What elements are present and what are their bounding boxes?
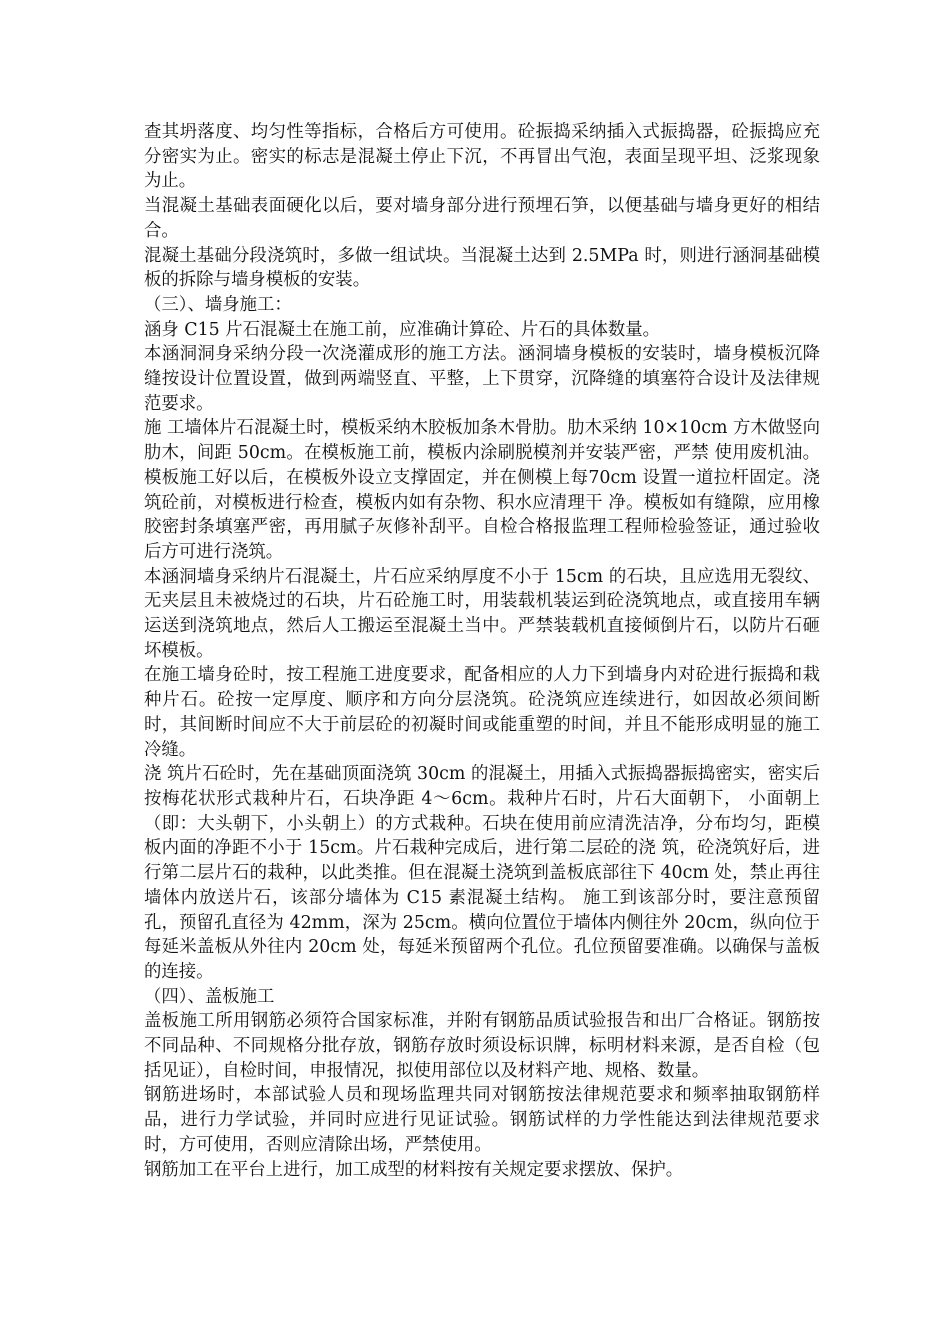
- paragraph-rebar-processing: 钢筋加工在平台上进行，加工成型的材料按有关规定要求摆放、保护。: [144, 1159, 684, 1180]
- paragraph-wall-formwork: 本涵洞洞身采纳分段一次浇灌成形的施工方法。涵洞墙身模板的安装时，墙身模板沉降缝按设计位置设置，做到两端竖直、平整，上下贯穿，沉降缝的填塞符合设计及法律规范要求。: [144, 344, 820, 414]
- paragraph-rebar-standards: 盖板施工所用钢筋必须符合国家标准，并附有钢筋品质试验报告和出厂合格证。钢筋按不同品种、不同规格分批存放，钢筋存放时须设标识牌，标明材料来源，是否自检（包括见证），自检时间，申报情况，拟使用部位以及材料产地、规格、数量。: [144, 1011, 820, 1081]
- paragraph-rebar-testing: 钢筋进场时，本部试验人员和现场监理共同对钢筋按法律规范要求和频率抽取钢筋样品，进行力学试验，并同时应进行见证试验。钢筋试样的力学性能达到法律规范要求时，方可使用，否则应清除出场，严禁使用。: [144, 1085, 820, 1155]
- paragraph-foundation-hardening: 当混凝土基础表面硬化以后，要对墙身部分进行预埋石笋，以便基础与墙身更好的相结合。: [144, 196, 820, 241]
- document-body: [144, 120, 820, 1182]
- paragraph-rubble-concrete: 本涵洞墙身采纳片石混凝土，片石应采纳厚度不小于 15cm 的石块，且应选用无裂纹、无夹层且未被烧过的石块，片石砼施工时，用装载机装运到砼浇筑地点，或直接用车辆运送到浇筑地点，然后人工搬运至混凝土当中。严禁装载机直接倾倒片石，以防片石砸坏模板。: [144, 566, 820, 661]
- section-heading-wall-construction: （三）、墙身施工：: [144, 294, 292, 315]
- paragraph-rubble-placement: 浇 筑片石砼时，先在基础顶面浇筑 30cm 的混凝土，用插入式振捣器振捣密实，密实后按梅花状形式栽种片石，石块净距 4～6cm。栽种片石时，片石大面朝下， 小面朝上（即：大头朝下，小头朝上）的方式栽种。石块在使用前应清洗洁净，分布均匀，距模板内面的净距不小于 15cm。片石栽种完成后，进行第二层砼的浇 筑，砼浇筑好后，进行第二层片石的栽种，以此类推。但在混凝土浇筑到盖板底部往下 40cm 处，禁止再往墙体内放送片石，该部分墙体为 C15 素混凝土结构。 施工到该部分时，要注意预留孔，预留孔直径为 42mm，深为 25cm。横向位置位于墙体内侧往外 20cm，纵向位于每延米盖板从外往内 20cm 处，每延米预留两个孔位。孔位预留要准确。以确保与盖板的连接。: [144, 764, 820, 982]
- paragraph-slump-check: 查其坍落度、均匀性等指标，合格后方可使用。砼振捣采纳插入式振捣器，砼振捣应充分密实为止。密实的标志是混凝土停止下沉，不再冒出气泡，表面呈现平坦、泛浆现象为止。: [144, 122, 820, 192]
- paragraph-foundation-casting: 混凝土基础分段浇筑时，多做一组试块。当混凝土达到 2.5MPa 时，则进行涵洞基础模板的拆除与墙身模板的安装。: [144, 245, 820, 291]
- section-heading-cover-slab: （四）、盖板施工: [144, 986, 275, 1007]
- paragraph-c15-quantity: 涵身 C15 片石混凝土在施工前，应准确计算砼、片石的具体数量。: [144, 319, 661, 340]
- paragraph-wall-casting: 在施工墙身砼时，按工程施工进度要求，配备相应的人力下到墙身内对砼进行振捣和栽种片石。砼按一定厚度、顺序和方向分层浇筑。砼浇筑应连续进行，如因故必须间断时，其间断时间应不大于前层砼的初凝时间或能重塑的时间，并且不能形成明显的施工冷缝。: [144, 665, 820, 760]
- paragraph-formwork-construction: 施 工墙体片石混凝土时，模板采纳木胶板加条木骨肋。肋木采纳 10×10cm 方木做竖向肋木，间距 50cm。在模板施工前，模板内涂刷脱模剂并安装严密，严禁 使用废机油。模板施工好以后，在模板外设立支撑固定，并在侧模上每70cm 设置一道拉杆固定。浇筑砼前，对模板进行检查，模板内如有杂物、积水应清理干 净。模板如有缝隙，应用橡胶密封条填塞严密，再用腻子灰修补刮平。自检合格报监理工程师检验签证，通过验收后方可进行浇筑。: [144, 418, 820, 562]
